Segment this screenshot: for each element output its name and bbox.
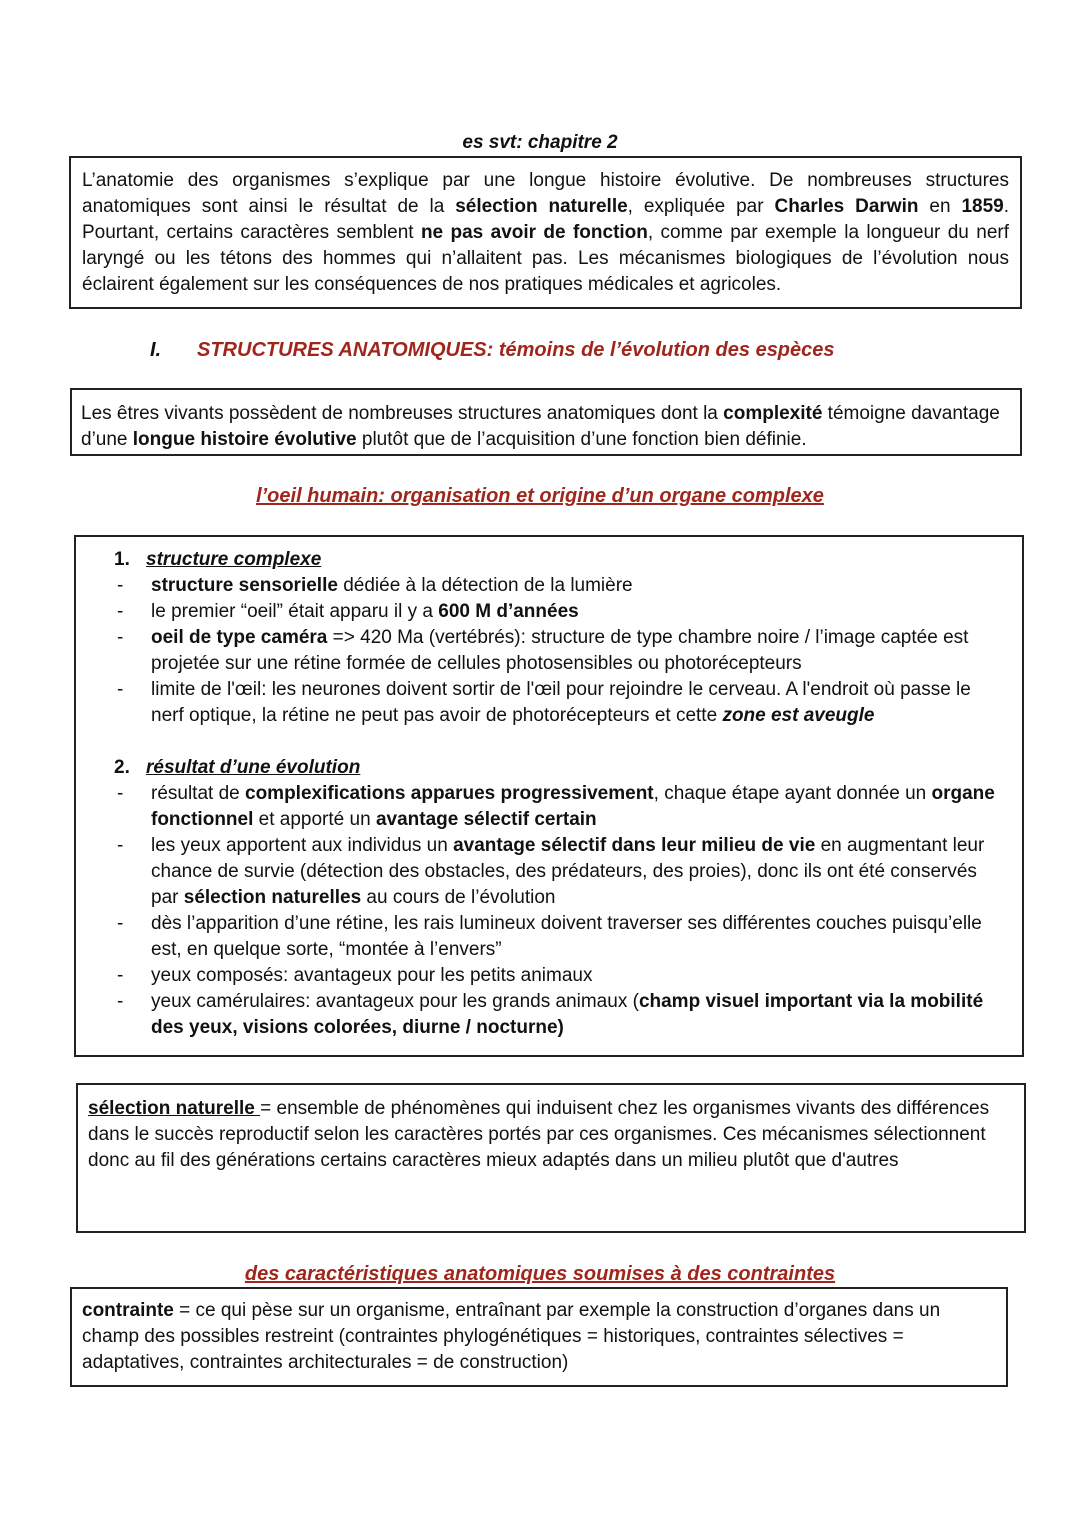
subheading-eye: l’oeil humain: organisation et origine d’un organe complexe	[256, 485, 824, 507]
item-text: dédiée à la détection de la lumière	[337, 575, 633, 596]
item-text: yeux camérulaires: avantageux pour les grands animaux (	[151, 991, 639, 1012]
list-item	[114, 573, 1008, 599]
summary-bold: complexité	[723, 403, 823, 424]
bullet-dash: -	[117, 679, 124, 700]
item-text: yeux composés: avantageux pour les petits animaux	[151, 965, 593, 986]
item-bold: sélection naturelles	[183, 887, 362, 908]
section-number: I.	[150, 339, 162, 361]
intro-bold-fonction: ne pas avoir de fonction	[420, 222, 648, 243]
item-bold: champ visuel important via la mobilité des yeux, visions colorées, diurne / nocturne)	[151, 991, 984, 1038]
item-text: le premier “oeil” était apparu il y a	[151, 601, 439, 622]
item-bold: oeil de type caméra	[151, 627, 328, 648]
item-text: au cours de l’évolution	[361, 887, 556, 908]
definition-box-selection	[76, 1083, 1026, 1233]
intro-text: en	[918, 196, 962, 217]
item-bold: 600 M d’années	[438, 601, 579, 622]
definition-box-constraint	[70, 1287, 1008, 1387]
bullet-dash: -	[117, 601, 124, 622]
section-title: STRUCTURES ANATOMIQUES: témoins de l’évolution des espèces	[197, 339, 835, 361]
list-number: 2.	[114, 757, 130, 778]
intro-text: . Pourtant, certains caractères semblent	[82, 196, 1009, 243]
item-bold: avantage sélectif certain	[375, 809, 597, 830]
bullet-dash: -	[117, 627, 124, 648]
item-bold-italic: zone est aveugle	[722, 705, 875, 726]
list-item	[114, 833, 1008, 911]
bullet-dash: -	[117, 913, 124, 934]
item-text: => 420 Ma (vertébrés): structure de type chambre noire / l’image captée est projetée sur une rétine formée de cellules photosensibles ou photorécepteurs	[151, 627, 969, 674]
item-bold: avantage sélectif dans leur milieu de vie	[453, 835, 816, 856]
intro-bold-darwin: Charles Darwin	[774, 196, 919, 217]
section-heading	[150, 337, 835, 363]
definition-term: contrainte	[82, 1300, 174, 1321]
intro-text: , expliquée par	[627, 196, 775, 217]
definition-text: = ensemble de phénomènes qui induisent chez les organismes vivants des différences dans le succès reproductif selon les caractères portés par ces organismes. Ces mécanismes sélectionnent donc au fil des générations certains caractères mieux adaptés dans un milieu plutôt que d'autres	[88, 1098, 990, 1171]
item-text: , chaque étape ayant donnée un	[653, 783, 932, 804]
list-heading-title: résultat d’une évolution	[146, 757, 361, 778]
definition-text: = ce qui pèse sur un organisme, entraînant par exemple la construction d’organes dans un champ des possibles restreint (contraintes phylogénétiques = historiques, contraintes sélectives = adaptatives, contraintes architecturales = de construction)	[82, 1300, 941, 1373]
bullet-dash: -	[117, 835, 124, 856]
list-item	[114, 677, 1008, 729]
intro-bold-selection: sélection naturelle	[455, 196, 628, 217]
definition-term: sélection naturelle	[88, 1098, 261, 1119]
subheading-constraints: des caractéristiques anatomiques soumises à des contraintes	[244, 1263, 836, 1285]
bullet-dash: -	[117, 965, 124, 986]
list-item	[114, 963, 1008, 989]
list-heading	[114, 755, 1008, 781]
item-text: dès l’apparition d’une rétine, les rais lumineux doivent traverser ses différentes couches puisqu’elle est, en quelque sorte, “montée à l’envers”	[151, 913, 982, 960]
summary-box	[70, 388, 1022, 456]
list-heading	[114, 547, 1008, 573]
intro-text: , comme par exemple la longueur du nerf laryngé ou les tétons des hommes qui n’allaitent pas. Les mécanismes biologiques de l’évolution nous éclairent également sur les conséquences de nos pratiques médicales et agricoles.	[82, 222, 1009, 295]
item-text: en augmentant leur chance de survie (détection des obstacles, des prédateurs, des proies), donc ils ont été conservés par	[151, 835, 985, 908]
summary-text: Les êtres vivants possèdent de nombreuses structures anatomiques dont la	[81, 403, 724, 424]
item-bold: organe fonctionnel	[151, 783, 995, 830]
list-heading-title: structure complexe	[146, 549, 322, 570]
item-text: résultat de	[151, 783, 245, 804]
list-item	[114, 599, 1008, 625]
list-item	[114, 911, 1008, 963]
item-text: les yeux apportent aux individus un	[151, 835, 454, 856]
list-item	[114, 989, 1008, 1041]
bullet-dash: -	[117, 991, 124, 1012]
bullet-dash: -	[117, 575, 124, 596]
item-bold: complexifications apparues progressivement	[245, 783, 654, 804]
list-item	[114, 625, 1008, 677]
eye-box	[74, 535, 1024, 1057]
bullet-dash: -	[117, 783, 124, 804]
page-title: es svt: chapitre 2	[462, 132, 618, 153]
summary-bold: longue histoire évolutive	[132, 429, 357, 450]
list-number: 1.	[114, 549, 130, 570]
summary-text: témoigne davantage d’une	[81, 403, 1000, 450]
list-item	[114, 781, 1008, 833]
summary-text: plutôt que de l’acquisition d’une fonction bien définie.	[356, 429, 807, 450]
intro-text: L’anatomie des organismes s’explique par une longue histoire évolutive. De nombreuses structures anatomiques sont ainsi le résultat de la	[82, 170, 1009, 217]
item-bold: structure sensorielle	[151, 575, 338, 596]
item-text: limite de l'œil: les neurones doivent sortir de l'œil pour rejoindre le cerveau. A l'endroit où passe le nerf optique, la rétine ne peut pas avoir de photorécepteurs et cette	[151, 679, 971, 726]
item-text: et apporté un	[253, 809, 376, 830]
intro-bold-year: 1859	[961, 196, 1004, 217]
intro-box	[69, 156, 1022, 309]
